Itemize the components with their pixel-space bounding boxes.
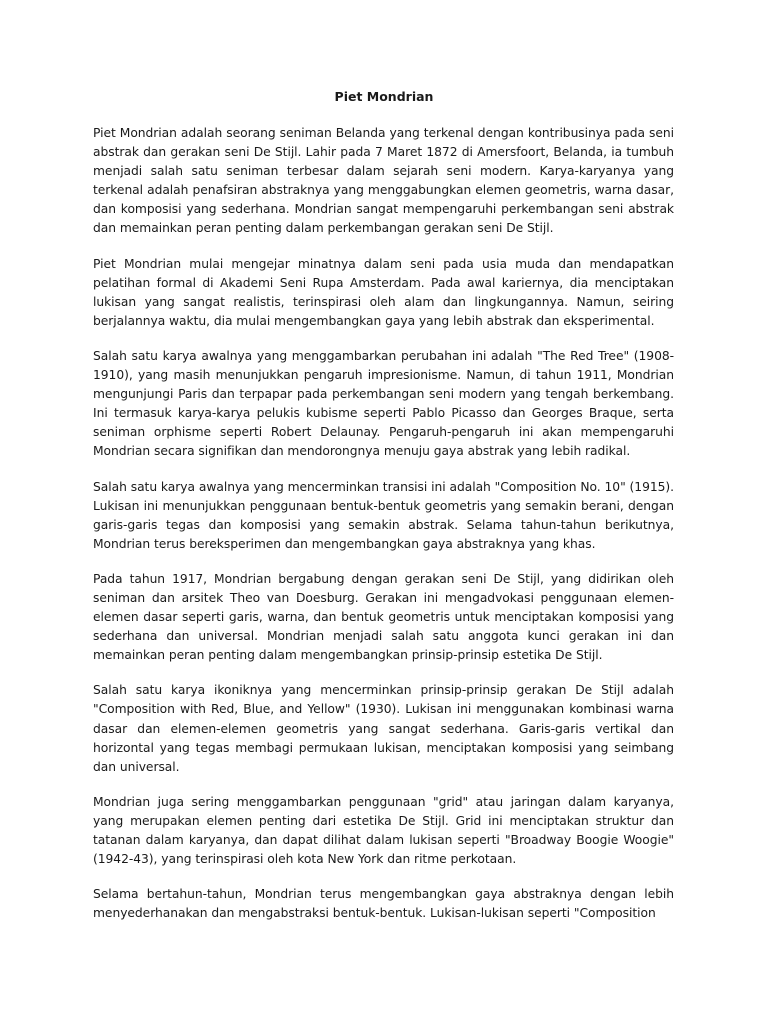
paragraph-3: Salah satu karya awalnya yang menggambarkan perubahan ini adalah "The Red Tree" (1908-1910), yang masih menunjukkan pengaruh impresionisme. Namun, di tahun 1911, Mondrian mengunjungi Paris dan terpapar pada perkembangan seni modern yang tengah berkembang. Ini termasuk karya-karya pelukis kubisme seperti Pablo Picasso dan Georges Braque, serta seniman orphisme seperti Robert Delaunay. Pengaruh-pengaruh ini akan mempengaruhi Mondrian secara signifikan dan mendorongnya menuju gaya abstrak yang lebih radikal.	[93, 348, 674, 459]
paragraph-6: Salah satu karya ikoniknya yang mencerminkan prinsip-prinsip gerakan De Stijl adalah "Composition with Red, Blue, and Yellow" (1930). Lukisan ini menggunakan kombinasi warna dasar dan elemen-elemen geometris yang sangat sederhana. Garis-garis vertikal dan horizontal yang tegas membagi permukaan lukisan, menciptakan komposisi yang seimbang dan universal.	[93, 683, 674, 774]
paragraph-1: Piet Mondrian adalah seorang seniman Belanda yang terkenal dengan kontribusinya pada seni abstrak dan gerakan seni De Stijl. Lahir pada 7 Maret 1872 di Amersfoort, Belanda, ia tumbuh menjadi salah satu seniman terbesar dalam sejarah seni modern. Karya-karyanya yang terkenal adalah penafsiran abstraknya yang menggabungkan elemen geometris, warna dasar, dan komposisi yang sederhana. Mondrian sangat mempengaruhi perkembangan seni abstrak dan memainkan peran penting dalam perkembangan gerakan seni De Stijl.	[93, 126, 674, 236]
paragraph-2: Piet Mondrian mulai mengejar minatnya dalam seni pada usia muda dan mendapatkan pelatihan formal di Akademi Seni Rupa Amsterdam. Pada awal kariernya, dia menciptakan lukisan yang sangat realistis, terinspirasi oleh alam dan lingkungannya. Namun, seiring berjalannya waktu, dia mulai mengembangkan gaya yang lebih abstrak dan eksperimental.	[93, 256, 674, 328]
document-title: Piet Mondrian	[334, 89, 434, 104]
paragraph-7: Mondrian juga sering menggambarkan penggunaan "grid" atau jaringan dalam karyanya, yang merupakan elemen penting dari estetika De Stijl. Grid ini menciptakan struktur dan tatanan dalam karyanya, dan dapat dilihat dalam lukisan seperti "Broadway Boogie Woogie" (1942-43), yang terinspirasi oleh kota New York dan ritme perkotaan.	[93, 794, 674, 867]
document-body	[93, 124, 674, 939]
paragraph-8: Selama bertahun-tahun, Mondrian terus mengembangkan gaya abstraknya dengan lebih menyederhanakan dan mengabstraksi bentuk-bentuk. Lukisan-lukisan seperti "Composition	[93, 887, 674, 921]
paragraph-5: Pada tahun 1917, Mondrian bergabung dengan gerakan seni De Stijl, yang didirikan oleh seniman dan arsitek Theo van Doesburg. Gerakan ini mengadvokasi penggunaan elemen-elemen dasar seperti garis, warna, dan bentuk geometris untuk menciptakan komposisi yang sederhana dan universal. Mondrian menjadi salah satu anggota kunci gerakan ini dan memainkan peran penting dalam mengembangkan prinsip-prinsip estetika De Stijl.	[93, 571, 674, 663]
paragraph-4: Salah satu karya awalnya yang mencerminkan transisi ini adalah "Composition No. 10" (1915). Lukisan ini menunjukkan penggunaan bentuk-bentuk geometris yang semakin berani, dengan garis-garis tegas dan komposisi yang semakin abstrak. Selama tahun-tahun berikutnya, Mondrian terus bereksperimen dan mengembangkan gaya abstraknya yang khas.	[93, 479, 674, 551]
